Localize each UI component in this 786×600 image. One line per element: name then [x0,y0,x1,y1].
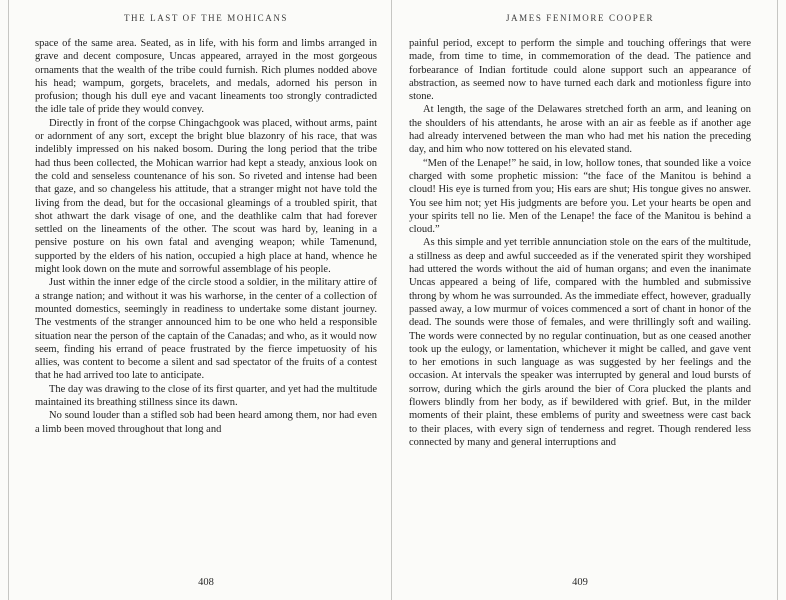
page-body-right [409,37,751,572]
page-number-left: 408 [198,577,214,588]
running-header-right: JAMES FENIMORE COOPER [505,13,655,23]
running-header-left: THE LAST OF THE MOHICANS [123,13,289,23]
right-page [393,0,778,600]
page-number-right: 409 [572,577,588,588]
page-body-left [35,37,377,572]
paragraph: Directly in front of the corpse Chingachgook was placed, without arms, paint or adornment of any sort, except the bright blue blazonry of his race, that was indelibly impressed on his naked bosom. During the long period that the tribe had thus been collected, the Mohican warrior had kept a steady, anxious look on the cold and senseless countenance of his son. So riveted and intense had been that gaze, and so changeless his attitude, that a stranger might not have told the living from the dead, but for the occasional gleamings of a troubled spirit, that shot athwart the dark visage of one, and the deathlike calm that had forever settled on the lineaments of the other. The scout was hard by, leaning in a pensive posture on his own fatal and avenging weapon; while Tamenund, supported by the elders of his nation, occupied a high place at hand, whence he might look down on the mute and sorrowful assemblage of his people. [35,117,377,276]
left-page [8,0,391,600]
paragraph: As this simple and yet terrible annunciation stole on the ears of the multitude, a stillness as deep and awful succeeded as if the venerated spirit they worshiped had uttered the words without the aid of human organs; and even the inanimate Uncas appeared a being of life, compared with the humbled and submissive throng by whom he was surrounded. As the immediate effect, however, gradually passed away, a low murmur of voices commenced a sort of chant in honor of the dead. The sounds were those of females, and were thrillingly soft and wailing. The words were connected by no regular continuation, but as one ceased another took up the eulogy, or lamentation, whichever it might be called, and gave vent to her emotions in such language as was suggested by her feelings and the occasion. At intervals the speaker was interrupted by general and loud bursts of sorrow, during which the girls around the bier of Cora plucked the plants and flowers blindly from her body, as if bewildered with grief. But, in the milder moments of their plaint, these emblems of purity and sweetness were cast back to their places, with every sign of tenderness and regret. Though rendered less connected by many and general interruptions and [409,237,751,448]
paragraph: “Men of the Lenape!” he said, in low, hollow tones, that sounded like a voice charged with some prophetic mission: “the face of the Manitou is behind a cloud! His eye is turned from you; His ears are shut; His tongue gives no answer. You see him not; yet His judgments are before you. Let your hearts be open and your spirits tell no lie. Men of the Lenape! the face of the Manitou is behind a cloud.” [409,157,751,236]
paragraph: space of the same area. Seated, as in life, with his form and limbs arranged in grave and decent composure, Uncas appeared, arrayed in the most gorgeous ornaments that the wealth of the tribe could furnish. Rich plumes nodded above his head; wampum, gorgets, bracelets, and medals, adorned his person in profusion; though his dull eye and vacant lineaments too strongly contradicted the idle tale of pride they would convey. [35,38,377,116]
paragraph: painful period, except to perform the simple and touching offerings that were made, from time to time, in commemoration of the dead. The patience and forbearance of Indian fortitude could alone support such an appearance of abstraction, as seemed now to have turned each dark and motionless figure into stone. [409,38,751,103]
paragraph: No sound louder than a stifled sob had been heard among them, nor had even a limb been moved throughout that long and [35,410,377,435]
paragraph: At length, the sage of the Delawares stretched forth an arm, and leaning on the shoulders of his attendants, he arose with an air as feeble as if another age had already intervened between the man who had met his nation the preceding day, and him who now tottered on his elevated stand. [409,104,751,156]
paragraph: The day was drawing to the close of its first quarter, and yet had the multitude maintained its breathing stillness since its dawn. [35,383,377,409]
paragraph: Just within the inner edge of the circle stood a soldier, in the military attire of a strange nation; and without it was his warhorse, in the center of a collection of mounted domestics, seemingly in readiness to undertake some distant journey. The vestments of the stranger announced him to be one who held a responsible situation near the person of the captain of the Canadas; and who, as it would now seem, finding his errand of peace frustrated by the fierce impetuosity of his allies, was content to become a silent and sad spectator of the fruits of a contest that he had arrived too late to anticipate. [35,277,377,382]
